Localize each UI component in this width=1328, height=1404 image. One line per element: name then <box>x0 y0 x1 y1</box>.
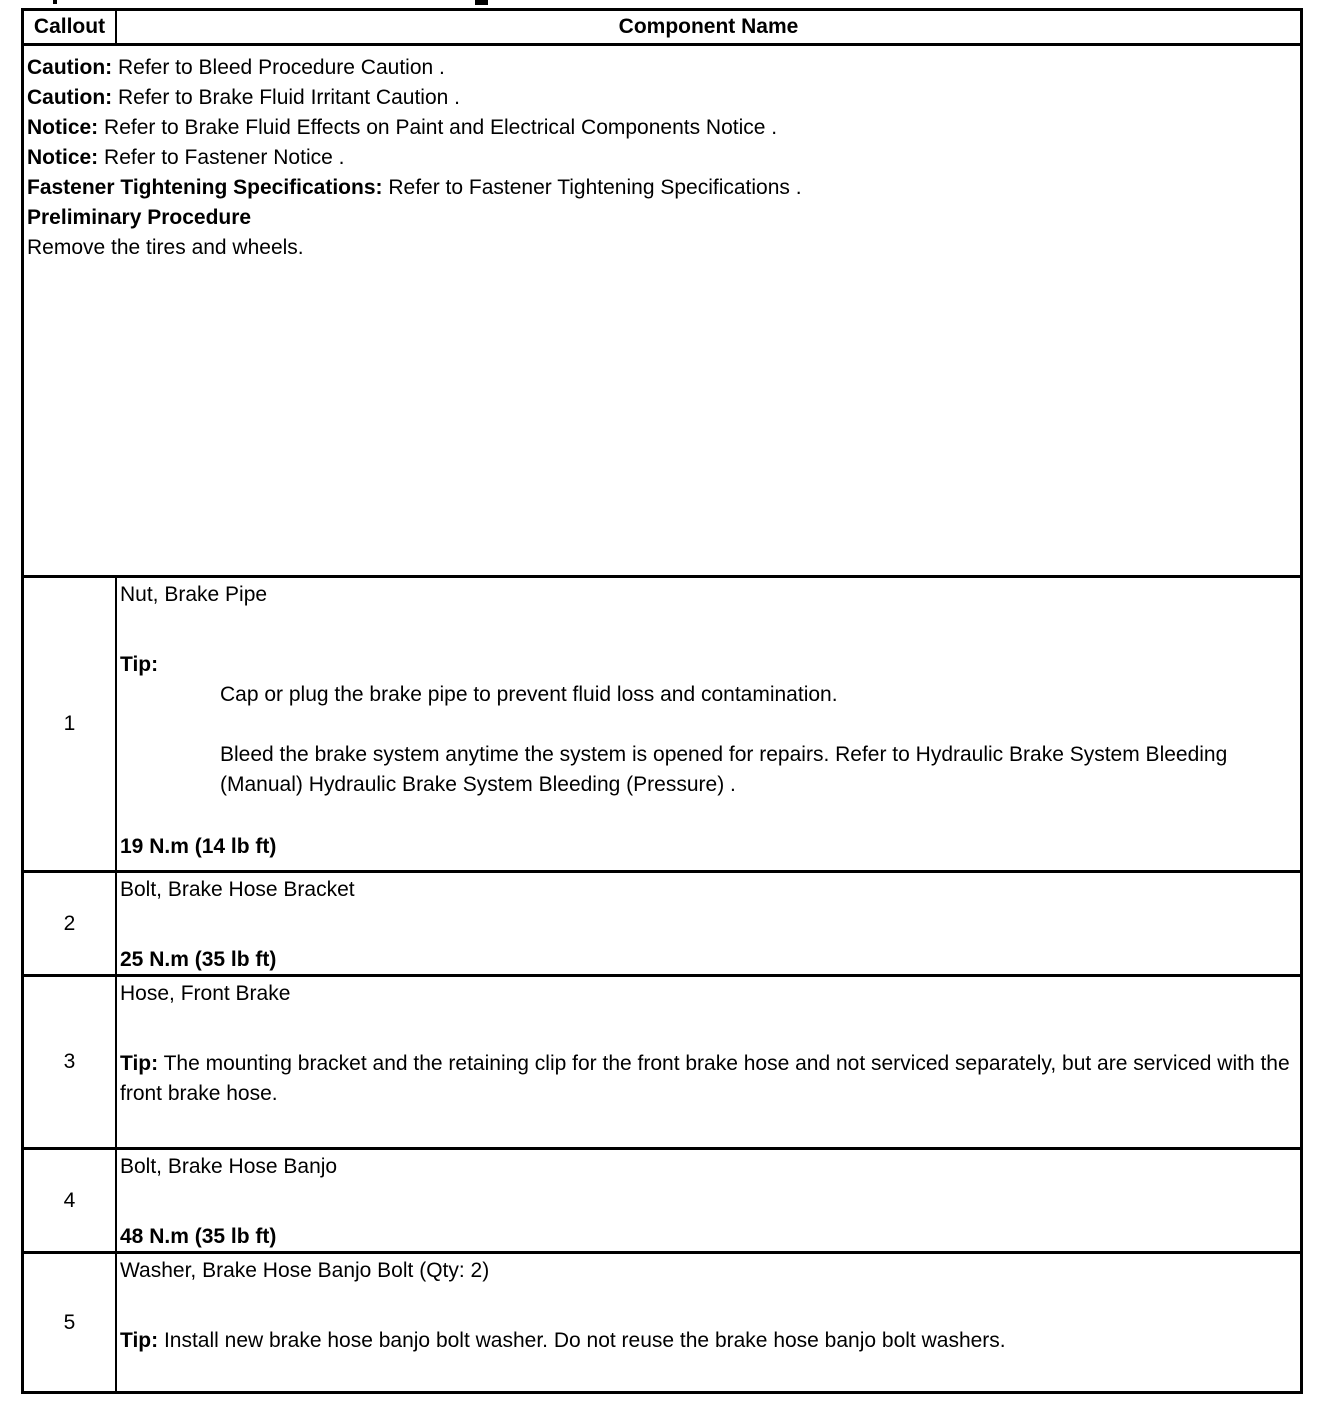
table-row <box>24 873 1300 977</box>
component-cell <box>117 977 1300 1147</box>
table-header-row <box>24 11 1300 46</box>
component-cell <box>117 1254 1300 1391</box>
table-row <box>24 1150 1300 1254</box>
column-header-component-name: Component Name <box>618 15 799 38</box>
fastener-tightening-specifications: Fastener Tightening Specifications: Refer to Fastener Tightening Specifications . <box>27 176 802 199</box>
tip-label: Tip: <box>120 1052 159 1075</box>
table-row <box>24 578 1300 873</box>
preamble-cell <box>24 46 1300 575</box>
callout-number: 5 <box>24 1254 117 1391</box>
caution-bleed-procedure: Caution: Refer to Bleed Procedure Caution . <box>27 56 445 79</box>
tip-text: Tip: Install new brake hose banjo bolt washer. Do not reuse the brake hose banjo bolt washers. <box>120 1329 1006 1352</box>
callout-number: 3 <box>24 977 117 1147</box>
column-header-callout: Callout <box>24 11 117 43</box>
tip-label: Tip: <box>120 1329 159 1352</box>
preamble-row <box>24 46 1300 578</box>
component-cell <box>117 873 1300 974</box>
component-name: Hose, Front Brake <box>120 982 291 1005</box>
callout-number: 4 <box>24 1150 117 1251</box>
component-cell <box>117 1150 1300 1251</box>
callout-number: 2 <box>24 873 117 974</box>
component-cell <box>117 578 1300 870</box>
notice-brake-fluid-effects: Notice: Refer to Brake Fluid Effects on Paint and Electrical Components Notice . <box>27 116 778 139</box>
tip-item: Bleed the brake system anytime the system is opened for repairs. Refer to Hydraulic Brake System Bleeding (Manual) Hydraulic Brake System Bleeding (Pressure) . <box>220 743 1228 796</box>
tip-text: Tip: The mounting bracket and the retaining clip for the front brake hose and not serviced separately, but are serviced with the front brake hose. <box>120 1052 1290 1105</box>
cropped-text-remnant <box>53 0 57 4</box>
table-row <box>24 977 1300 1150</box>
preliminary-procedure-step: Remove the tires and wheels. <box>27 236 304 259</box>
component-name: Bolt, Brake Hose Banjo <box>120 1155 338 1178</box>
caution-label: Caution: <box>27 56 113 79</box>
spec-label: Fastener Tightening Specifications: <box>27 176 383 199</box>
caution-brake-fluid-irritant: Caution: Refer to Brake Fluid Irritant Caution . <box>27 86 460 109</box>
component-name: Washer, Brake Hose Banjo Bolt (Qty: 2) <box>120 1259 490 1282</box>
component-name: Bolt, Brake Hose Bracket <box>120 878 355 901</box>
cropped-text-remnant <box>475 0 488 5</box>
tip-item: Cap or plug the brake pipe to prevent fluid loss and contamination. <box>220 683 838 706</box>
notice-fastener: Notice: Refer to Fastener Notice . <box>27 146 345 169</box>
notice-label: Notice: <box>27 146 99 169</box>
preliminary-procedure-heading: Preliminary Procedure <box>27 206 252 229</box>
torque-spec: 25 N.m (35 lb ft) <box>120 948 277 971</box>
component-callout-table <box>21 8 1303 1394</box>
torque-spec: 48 N.m (35 lb ft) <box>120 1225 277 1248</box>
torque-spec: 19 N.m (14 lb ft) <box>120 835 277 858</box>
caution-label: Caution: <box>27 86 113 109</box>
callout-number: 1 <box>24 578 117 870</box>
table-row <box>24 1254 1300 1391</box>
notice-label: Notice: <box>27 116 99 139</box>
tip-label: Tip: <box>120 653 159 676</box>
component-name: Nut, Brake Pipe <box>120 583 268 606</box>
